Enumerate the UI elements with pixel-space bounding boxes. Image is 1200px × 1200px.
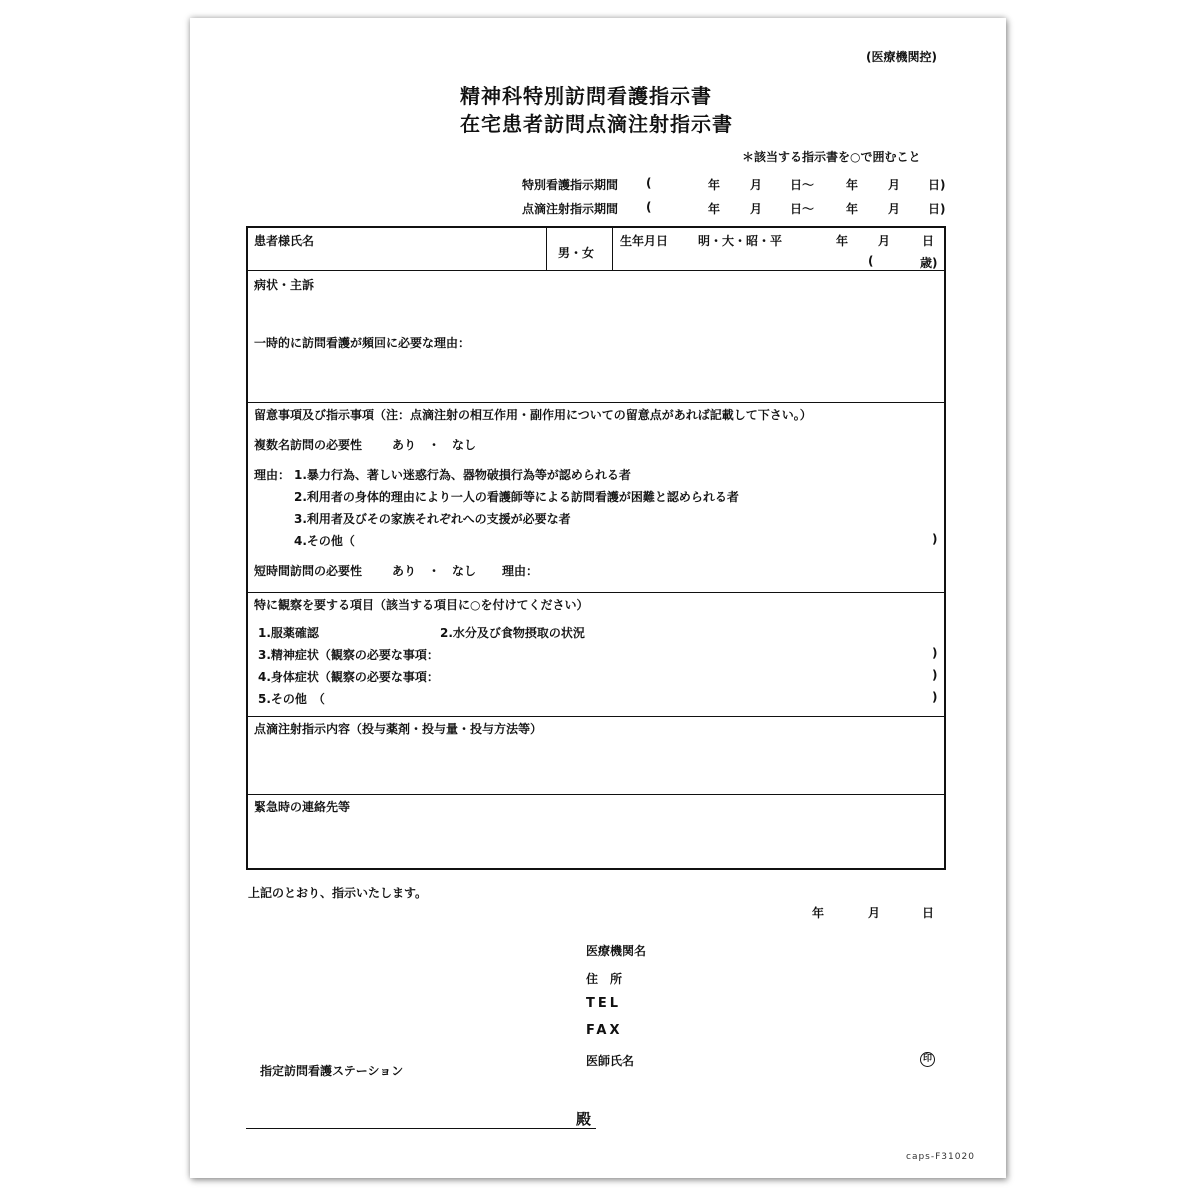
observation-item-1: 1.服薬確認 [258,626,319,640]
period-start-day: 日～ [790,202,815,216]
circle-instruction-note: ＊該当する指示書を○で囲むこと [742,150,921,164]
addressee-honorific: 殿 [576,1110,592,1128]
period-label: 特別看護指示期間 [522,178,619,192]
addressee-line [246,1128,596,1129]
divider [248,794,944,795]
divider [248,402,944,403]
period-start-month: 月 [750,202,763,216]
address-label: 住 所 [586,972,623,986]
reason-item-4: 4.その他（ [294,534,355,548]
observation-close-paren: ) [932,690,938,704]
issue-month-unit: 月 [868,906,881,920]
reason-item-2: 2.利用者の身体的理由により一人の看護師等による訪問看護が困難と認められる者 [294,490,739,504]
era-options: 明・大・昭・平 [698,234,783,248]
copy-label: (医療機関控) [866,50,937,64]
doctor-name-label: 医師氏名 [586,1054,635,1068]
divider [248,270,944,271]
fax-label: FAX [586,1023,623,1038]
observation-item-2: 2.水分及び食物摂取の状況 [440,626,585,640]
birth-year-unit: 年 [836,234,849,248]
birthdate-label: 生年月日 [620,234,669,248]
symptoms-label: 病状・主訴 [254,278,315,292]
period-end-month: 月 [888,178,901,192]
age-unit: 歳) [920,256,938,270]
period-end-month: 月 [888,202,901,216]
observation-item-4: 4.身体症状（観察の必要な事項： [258,670,439,684]
sex-options: 男・女 [558,246,595,260]
issue-day-unit: 日 [922,906,935,920]
reason-close-paren: ) [932,532,938,546]
form-title-drip-infusion: 在宅患者訪問点滴注射指示書 [460,112,733,136]
patient-name-label: 患者様氏名 [254,234,315,248]
reason-item-3: 3.利用者及びその家族それぞれへの支援が必要な者 [294,512,571,526]
seal-mark-icon: 印 [920,1052,935,1067]
reason-item-1: 1.暴力行為、著しい迷惑行為、器物破損行為等が認められる者 [294,468,631,482]
period-open-paren: ( [646,176,652,190]
reasons-label: 理由： [254,468,291,482]
short-visit-label: 短時間訪問の必要性 [254,564,363,578]
period-start-year: 年 [708,178,721,192]
period-open-paren: ( [646,200,652,214]
observation-close-paren: ) [932,668,938,682]
observation-item-3: 3.精神症状（観察の必要な事項： [258,648,439,662]
divider [248,592,944,593]
period-end-day: 日) [928,202,946,216]
observation-item-5: 5.その他 （ [258,692,325,706]
multi-visit-label: 複数名訪問の必要性 [254,438,363,452]
period-label: 点滴注射指示期間 [522,202,619,216]
form-table [246,226,946,870]
period-start-month: 月 [750,178,763,192]
form-title-psychiatric: 精神科特別訪問看護指示書 [460,84,712,108]
observation-close-paren: ) [932,646,938,660]
drip-instruction-label: 点滴注射指示内容（投与薬剤・投与量・投与方法等） [254,722,543,736]
age-open-paren: ( [868,254,874,268]
short-visit-reason: 理由： [502,564,539,578]
tel-label: TEL [586,996,622,1011]
period-end-day: 日) [928,178,946,192]
observation-label: 特に観察を要する項目（該当する項目に○を付けてください） [254,598,589,612]
form-code: caps-F31020 [906,1152,975,1162]
divider [546,228,547,270]
emergency-contact-label: 緊急時の連絡先等 [254,800,351,814]
period-start-day: 日～ [790,178,815,192]
instructions-label: 留意事項及び指示事項（注：点滴注射の相互作用・副作用についての留意点があれば記載して下さい。） [254,408,812,422]
divider [612,228,613,270]
nursing-station-label: 指定訪問看護ステーション [260,1064,404,1078]
instruction-form-sheet [190,18,1006,1178]
institution-name-label: 医療機関名 [586,944,647,958]
period-end-year: 年 [846,202,859,216]
multi-visit-options: あり ・ なし [392,438,477,452]
birth-month-unit: 月 [878,234,891,248]
period-start-year: 年 [708,202,721,216]
birth-day-unit: 日 [922,234,935,248]
frequent-visit-reason-label: 一時的に訪問看護が頻回に必要な理由： [254,336,471,350]
statement-text: 上記のとおり、指示いたします。 [248,886,428,900]
period-end-year: 年 [846,178,859,192]
issue-year-unit: 年 [812,906,825,920]
short-visit-options: あり ・ なし [392,564,477,578]
divider [248,716,944,717]
